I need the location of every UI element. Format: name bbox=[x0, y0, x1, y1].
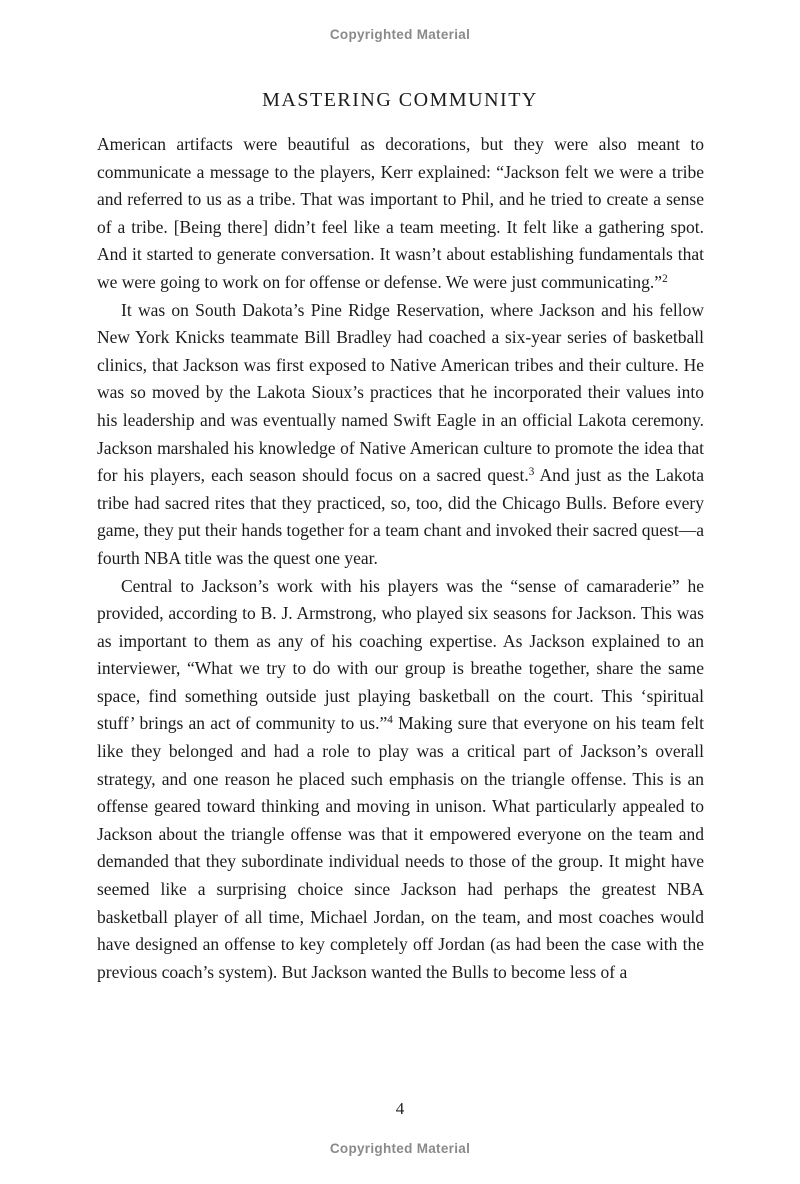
footnote-ref: 3 bbox=[528, 465, 535, 478]
body-paragraphs bbox=[97, 131, 704, 986]
copyright-notice-top: Copyrighted Material bbox=[329, 27, 471, 42]
copyright-notice-bottom: Copyrighted Material bbox=[329, 1141, 471, 1156]
footnote-ref: 4 bbox=[387, 714, 393, 727]
footnote-ref: 2 bbox=[662, 272, 668, 285]
paragraph: Central to Jackson’s work with his players was the “sense of camaraderie” he provided, according to B. J. Armstrong, who played six seasons for Jackson. This was as important to them as any of his coaching expertise. As Jackson explained to an interviewer, “What we try to do with our group is breathe together, share the same space, find something outside just playing basketball on the court. This ‘spiritual stuff’ brings an act of community to us.”$^4$ Making sure that everyone on his team felt like they belonged and had a role to play was a critical part of Jackson’s overall strategy, and one reason he placed such emphasis on the triangle offense. This is an offense geared toward thinking and moving in unison. What particularly appealed to Jackson about the triangle offense was that it empowered everyone on the team and demanded that they subordinate individual needs to those of the group. It might have seemed like a surprising choice since Jackson had perhaps the greatest NBA basketball player of all time, Michael Jordan, on the team, and most coaches would have designed an offense to key completely off Jordan (as had been the case with the previous coach’s system). But Jackson wanted the Bulls to become less of a bbox=[97, 575, 704, 982]
paragraph: American artifacts were beautiful as decorations, but they were also meant to communicate a message to the players, Kerr explained: “Jackson felt we were a tribe and referred to us as a tribe. That was important to Phil, and he tried to create a sense of a tribe. [Being there] didn’t feel like a team meeting. It felt like a gathering spot. And it started to generate conversation. It wasn’t about establishing fundamentals that we were going to work on for offense or defense. We were just communicating.”$^2$ bbox=[97, 134, 704, 292]
chapter-title: MASTERING COMMUNITY bbox=[262, 89, 538, 112]
paragraph: It was on South Dakota’s Pine Ridge Reservation, where Jackson and his fellow New York Knicks teammate Bill Bradley had coached a six-year series of basketball clinics, that Jackson was first exposed to Native American tribes and their culture. He was so moved by the Lakota Sioux’s practices that he incorporated their values into his leadership and was eventually named Swift Eagle in an official Lakota ceremony. Jackson marshaled his knowledge of Native American culture to promote the idea that for his players, each season should focus on a sacred quest.$^3$ And just as the Lakota tribe had sacred rites that they practiced, so, too, did the Chicago Bulls. Before every game, they put their hands together for a team chant and invoked their sacred quest—a fourth NBA title was the quest one year. bbox=[97, 299, 704, 568]
page-number: 4 bbox=[395, 1099, 405, 1118]
